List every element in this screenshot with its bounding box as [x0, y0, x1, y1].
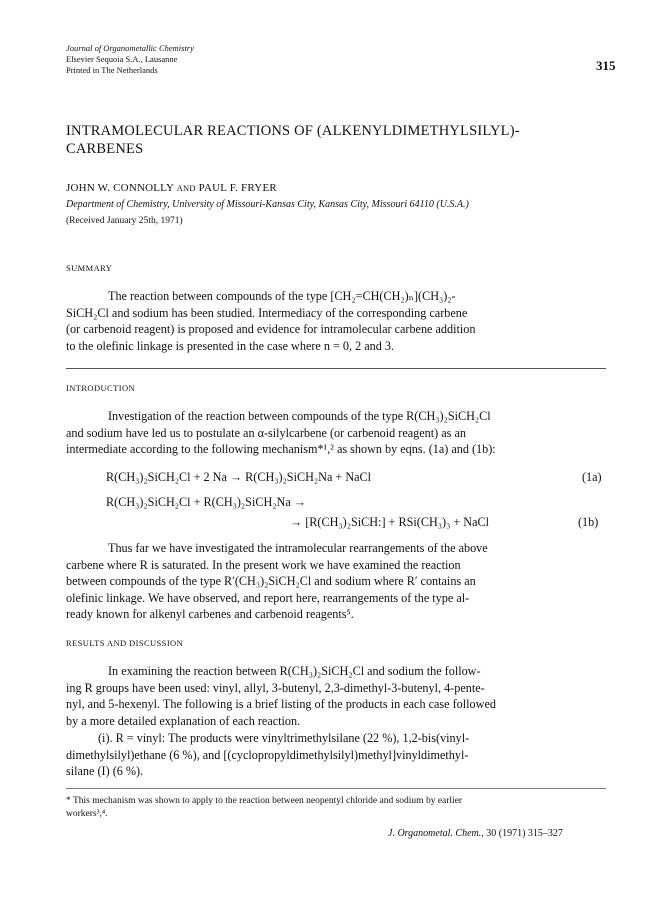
section-divider — [66, 368, 606, 369]
results-paragraph-1 — [66, 663, 606, 729]
intro-line: ready known for alkenyl carbenes and carbenoid reagents⁵. — [66, 607, 354, 622]
footnote-line: workers³,⁴. — [66, 809, 108, 819]
equation-1b-line-1: R(CH₃)₂SiCH₂Cl + R(CH₃)₂SiCH₂Na → — [106, 495, 306, 509]
equation-1b-number: (1b) — [578, 515, 599, 529]
equation-1b-line-2: → [R(CH₃)₂SiCH:] + RSi(CH₃)₃ + NaCl — [290, 515, 490, 529]
article-title — [66, 122, 606, 158]
affiliation: Department of Chemistry, University of Missouri-Kansas City, Kansas City, Missouri 64110 (U.S.A.) — [66, 199, 469, 210]
results-line: nyl, and 5-hexenyl. The following is a brief listing of the products in each case followed — [66, 697, 496, 712]
results-line: silane (I) (6 %). — [66, 764, 144, 779]
introduction-paragraph-2 — [66, 540, 606, 623]
footnote-line: * This mechanism was shown to apply to the reaction between neopentyl chloride and sodium by earlier — [66, 796, 463, 806]
journal-header — [66, 43, 194, 76]
results-heading: RESULTS AND DISCUSSION — [66, 638, 184, 648]
intro-line: and sodium have led us to postulate an α-silylcarbene (or carbenoid reagent) as an — [66, 425, 466, 440]
author-2: PAUL F. FRYER — [198, 182, 277, 194]
equation-1a: R(CH₃)₂SiCH₂Cl + 2 Na → R(CH₃)₂SiCH₂Na + NaCl — [106, 470, 372, 484]
title-line-2: CARBENES — [66, 141, 144, 157]
citation-journal: J. Organometal. Chem., — [388, 828, 484, 839]
publisher: Elsevier Sequoia S.A., Lausanne — [66, 54, 178, 64]
summary-paragraph — [66, 288, 606, 354]
received-date: (Received January 25th, 1971) — [66, 216, 183, 226]
introduction-paragraph-1 — [66, 408, 606, 458]
results-line: by a more detailed explanation of each reaction. — [66, 713, 301, 728]
intro-line: intermediate according to the following mechanism*¹,² as shown by eqns. (1a) and (1b): — [66, 442, 496, 457]
intro-line: Thus far we have investigated the intramolecular rearrangements of the above — [108, 541, 488, 555]
intro-line: between compounds of the type R′(CH₃)₂SiCH₂Cl and sodium where R′ contains an — [66, 574, 476, 589]
results-paragraph-2 — [66, 730, 606, 780]
summary-line: The reaction between compounds of the type [CH₂=CH(CH₂)ₙ](CH₃)₂- — [108, 289, 456, 303]
citation-ref: 30 (1971) 315–327 — [486, 828, 563, 839]
authors-and: AND — [176, 183, 196, 193]
results-line: (i). R = vinyl: The products were vinyltrimethylsilane (22 %), 1,2-bis(vinyl- — [98, 731, 470, 745]
journal-name: Journal of Organometallic Chemistry — [66, 43, 194, 53]
footnote — [66, 795, 606, 821]
summary-line: to the olefinic linkage is presented in the case where n = 0, 2 and 3. — [66, 338, 395, 353]
results-line: dimethylsilyl)ethane (6 %), and [(cyclopropyldimethylsilyl)methyl]vinyldimethyl- — [66, 747, 469, 762]
title-line-1: INTRAMOLECULAR REACTIONS OF (ALKENYLDIMETHYLSILYL)- — [66, 123, 520, 139]
equation-1a-number: (1a) — [582, 470, 602, 484]
summary-line: (or carbenoid reagent) is proposed and evidence for intramolecular carbene addition — [66, 322, 476, 337]
intro-line: olefinic linkage. We have observed, and report here, rearrangements of the type al- — [66, 590, 470, 605]
journal-citation — [388, 828, 563, 839]
author-1: JOHN W. CONNOLLY — [66, 182, 174, 194]
summary-heading: SUMMARY — [66, 263, 113, 273]
results-line: In examining the reaction between R(CH₃)₂SiCH₂Cl and sodium the follow- — [108, 664, 481, 678]
authors — [66, 182, 277, 194]
intro-line: Investigation of the reaction between compounds of the type R(CH₃)₂SiCH₂Cl — [108, 409, 491, 423]
summary-line: SiCH₂Cl and sodium has been studied. Intermediacy of the corresponding carbene — [66, 305, 468, 320]
results-line: ing R groups have been used: vinyl, allyl, 3-butenyl, 2,3-dimethyl-3-butenyl, 4-pente- — [66, 680, 485, 695]
footnote-divider — [66, 788, 606, 789]
introduction-heading: INTRODUCTION — [66, 383, 136, 393]
intro-line: carbene where R is saturated. In the present work we have examined the reaction — [66, 557, 461, 572]
page-number: 315 — [596, 58, 616, 73]
printed-in: Printed in The Netherlands — [66, 65, 158, 75]
